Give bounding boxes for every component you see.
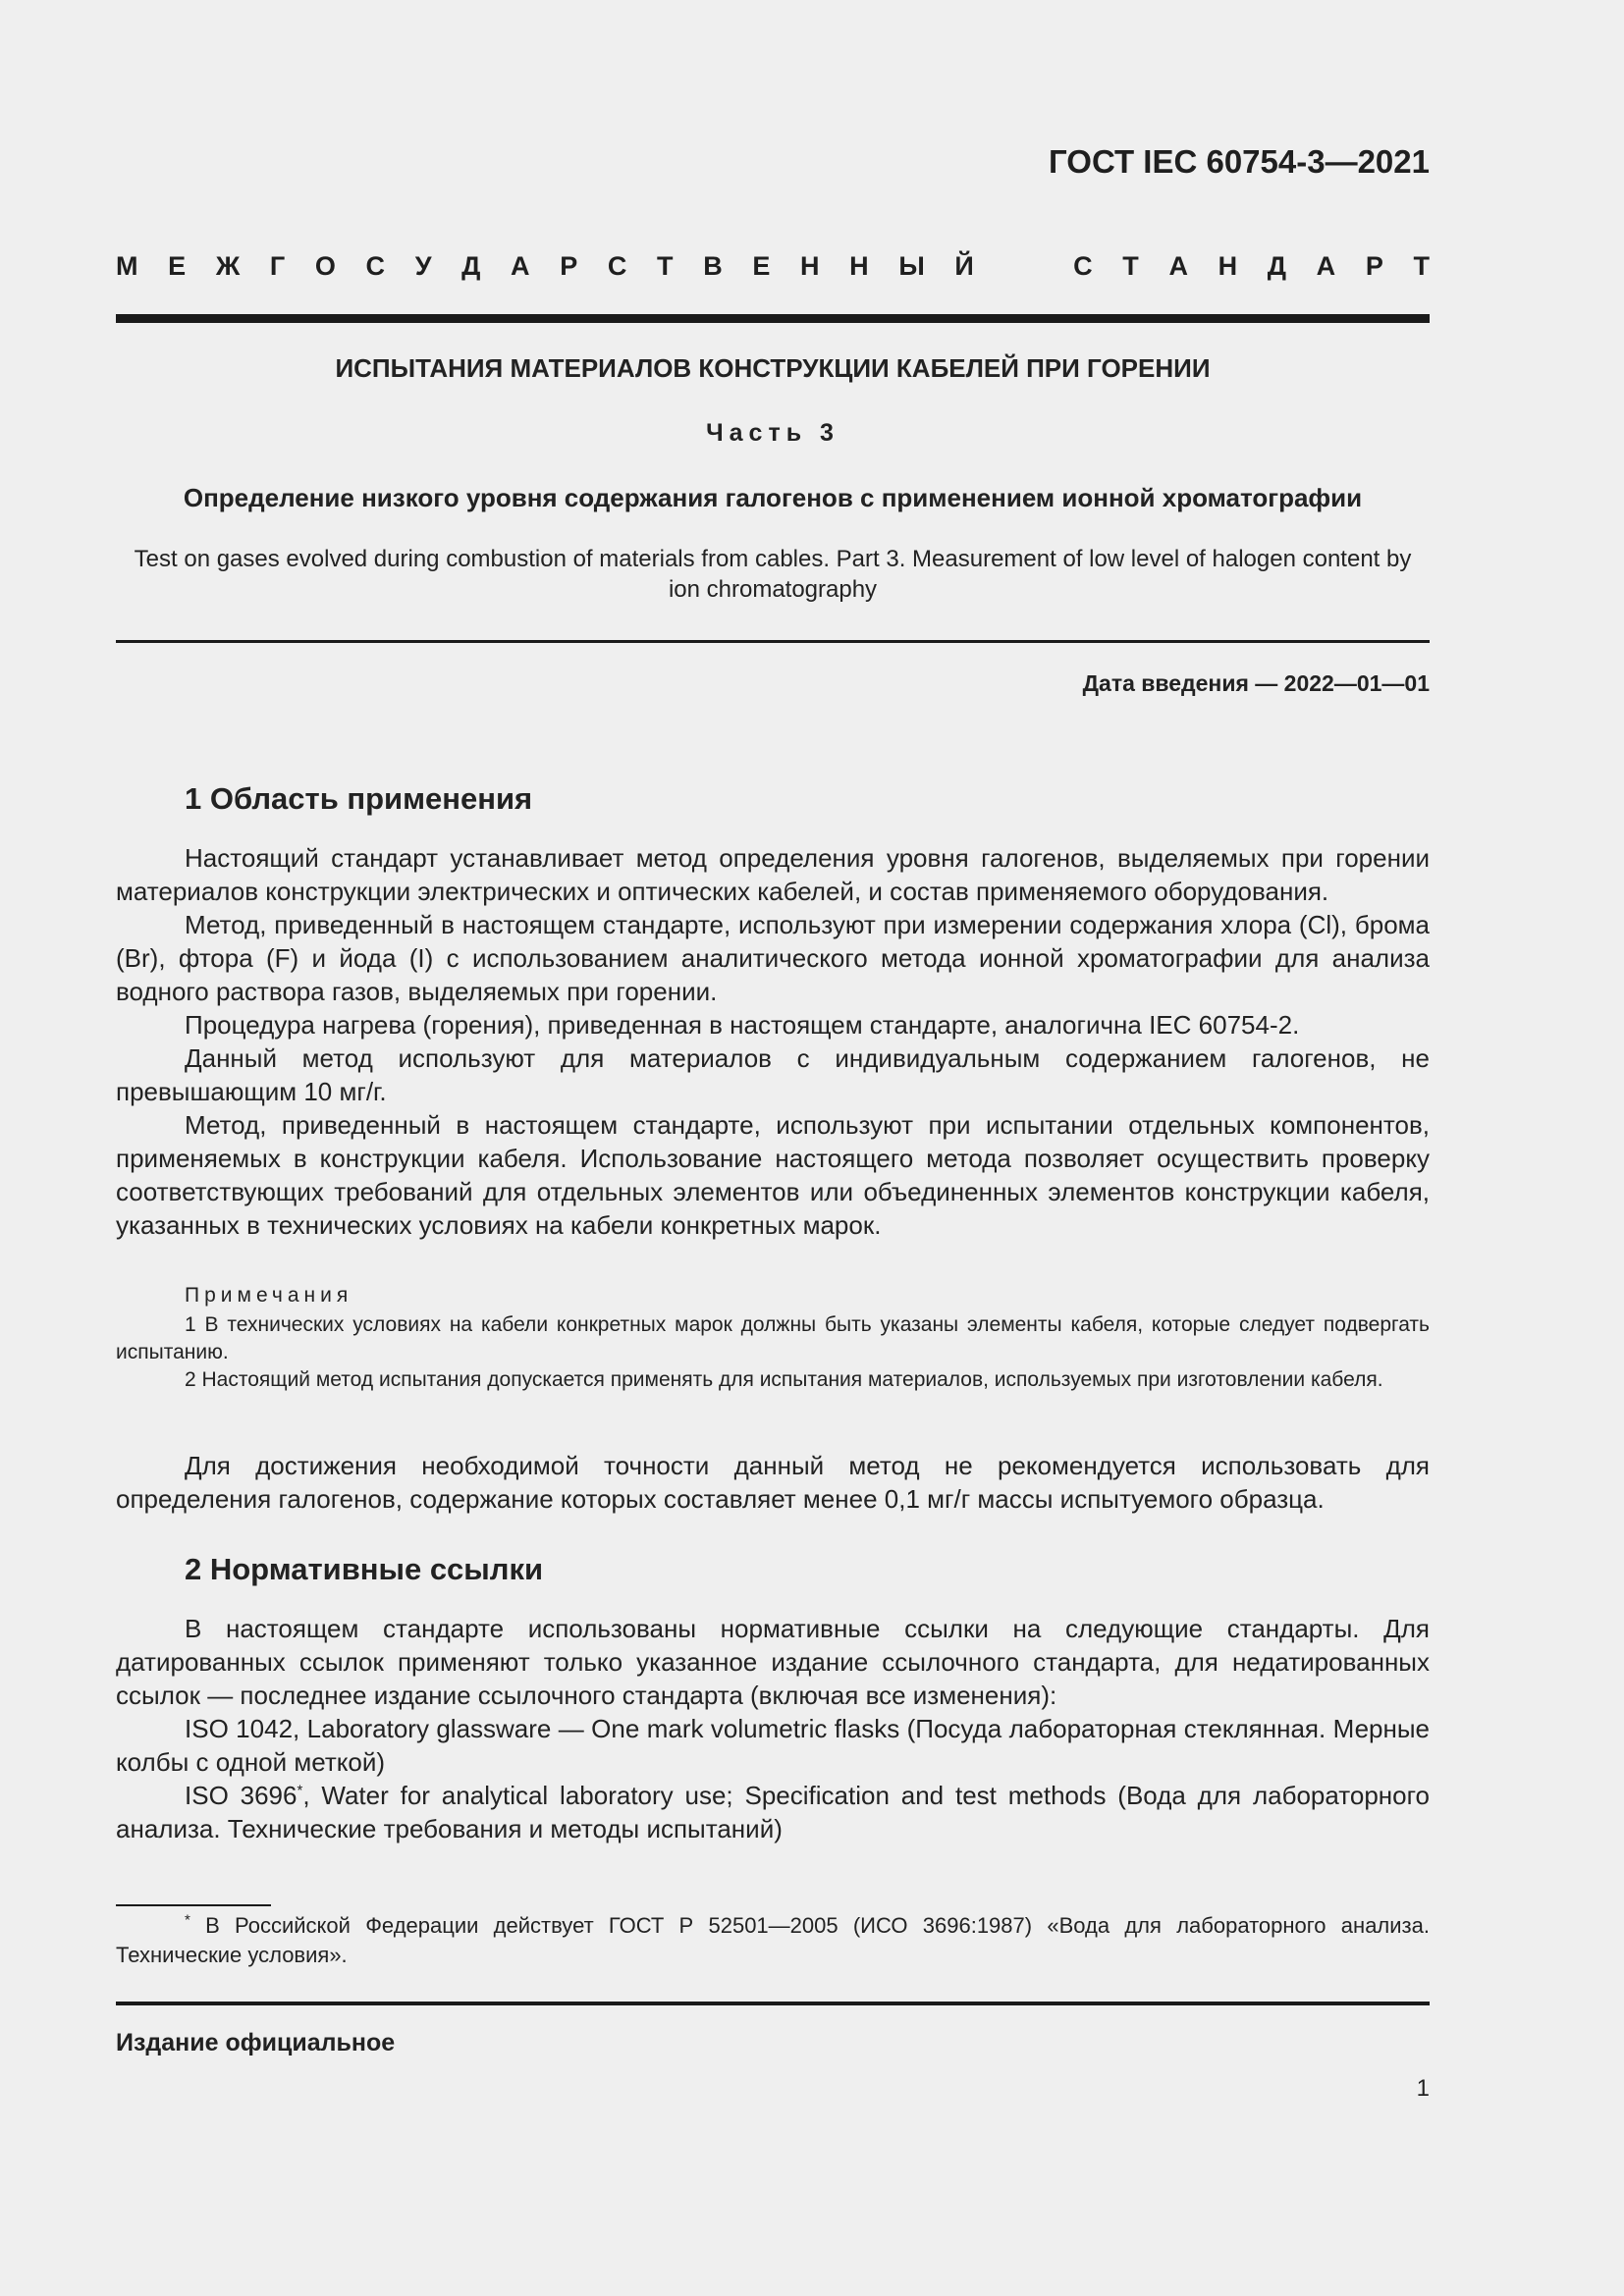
banner-letter: Р (560, 251, 578, 281)
reference-iso-1042: ISO 1042, Laboratory glassware — One mark volumetric flasks (Посуда лабораторная стеклянная. Мерные колбы с одной меткой) (116, 1714, 1430, 1777)
banner-letter: Ы (898, 251, 925, 281)
official-edition-label: Издание официальное (116, 2029, 396, 2056)
paragraph: В настоящем стандарте использованы нормативные ссылки на следующие стандарты. Для датированных ссылок применяют только указанное издание ссылочного стандарта, для недатированных ссылок — последнее издание ссылочного стандарта (включая все изменения): (116, 1614, 1430, 1710)
note-item: 1 В технических условиях на кабели конкретных марок должны быть указаны элементы кабеля, которые следует подвергать испытанию. (116, 1313, 1430, 1363)
notes-title: Примечания (185, 1284, 353, 1307)
reference-iso-3696 (116, 1779, 1430, 1845)
banner-letter: А (1316, 251, 1336, 281)
introduction-date: Дата введения — 2022—01—01 (1082, 670, 1430, 696)
banner-letter: А (511, 251, 530, 281)
banner-word-gap (1003, 251, 1043, 282)
section-2-heading: 2 Нормативные ссылки (185, 1552, 544, 1586)
banner-letter: Д (461, 251, 481, 281)
footnote-marker[interactable]: * (297, 1782, 303, 1799)
banner-letter: Е (168, 251, 187, 281)
section-1-closing (116, 1449, 1430, 1516)
section-1-heading: 1 Область применения (185, 781, 533, 816)
banner-letter: Д (1267, 251, 1287, 281)
reference-code: ISO 3696 (185, 1781, 298, 1810)
paragraph: Настоящий стандарт устанавливает метод определения уровня галогенов, выделяемых при горении материалов конструкции электрических и оптических кабелей, и состав применяемого оборудования. (116, 843, 1430, 906)
section-2-body (116, 1612, 1430, 1845)
note-item: 2 Настоящий метод испытания допускается применять для испытания материалов, используемых при изготовлении кабеля. (185, 1368, 1383, 1391)
document-part: Часть 3 (706, 419, 839, 447)
banner-letter: Г (269, 251, 286, 281)
paragraph: Процедура нагрева (горения), приведенная в настоящем стандарте, аналогична IEC 60754-2. (185, 1010, 1300, 1040)
banner-letter: С (607, 251, 627, 281)
footnote-divider (116, 1904, 271, 1906)
banner-letter: Р (1365, 251, 1383, 281)
banner-letter: Т (1122, 251, 1139, 281)
banner-letter: Е (752, 251, 771, 281)
banner-letter: Т (657, 251, 674, 281)
paragraph: Метод, приведенный в настоящем стандарте, используют при измерении содержания хлора (Cl), брома (Br), фтора (F) и йода (I) с использованием аналитического метода ионной хроматографии для анализа водного раствора газов, выделяемых при горении. (116, 910, 1430, 1006)
paragraph: Для достижения необходимой точности данный метод не рекомендуется использовать для определения галогенов, содержание которых составляет менее 0,1 мг/г массы испытуемого образца. (116, 1451, 1430, 1514)
document-title: ИСПЫТАНИЯ МАТЕРИАЛОВ КОНСТРУКЦИИ КАБЕЛЕЙ ПРИ ГОРЕНИИ (335, 353, 1211, 383)
paragraph: Метод, приведенный в настоящем стандарте, используют при испытании отдельных компонентов, применяемых в конструкции кабеля. Использование настоящего метода позволяет осуществить проверку соответствующих требований для отдельных элементов или объединенных элементов конструкции кабеля, указанных в технических условиях на кабели конкретных марок. (116, 1110, 1430, 1240)
banner-letter: С (1073, 251, 1093, 281)
banner-letter: Т (1413, 251, 1430, 281)
footer-divider (116, 2002, 1430, 2005)
banner-letter: О (314, 251, 336, 281)
banner-letter: С (365, 251, 386, 281)
banner-letter: В (703, 251, 723, 281)
page-number: 1 (1416, 2075, 1430, 2102)
footnote-text: В Российской Федерации действует ГОСТ Р 52501—2005 (ИСО 3696:1987) «Вода для лабораторного анализа. Технические условия». (116, 1913, 1430, 1967)
standard-banner (116, 251, 1430, 282)
banner-letter: Н (849, 251, 869, 281)
banner-letter: Ж (215, 251, 241, 281)
banner-letter: А (1168, 251, 1188, 281)
banner-letter: Й (954, 251, 974, 281)
english-title: Test on gases evolved during combustion of materials from cables. Part 3. Measurement of low level of halogen content by ion chromatography (134, 546, 1412, 603)
reference-title: , Water for analytical laboratory use; Specification and test methods (Вода для лабораторного анализа. Технические требования и методы испытаний) (116, 1781, 1431, 1843)
notes-block (116, 1282, 1430, 1394)
header-divider (116, 314, 1430, 323)
banner-letter: Н (800, 251, 820, 281)
section-1-body (116, 841, 1430, 1242)
banner-letter: Н (1218, 251, 1238, 281)
title-divider (116, 640, 1430, 643)
banner-letter: М (116, 251, 138, 281)
document-subtitle: Определение низкого уровня содержания галогенов с применением ионной хроматографии (183, 483, 1363, 512)
document-number: ГОСТ IEC 60754-3—2021 (1049, 143, 1430, 180)
paragraph: Данный метод используют для материалов с индивидуальным содержанием галогенов, не превышающим 10 мг/г. (116, 1043, 1430, 1106)
banner-letter: У (414, 251, 432, 281)
footnote-marker: * (185, 1911, 190, 1929)
footnote (116, 1911, 1430, 1970)
